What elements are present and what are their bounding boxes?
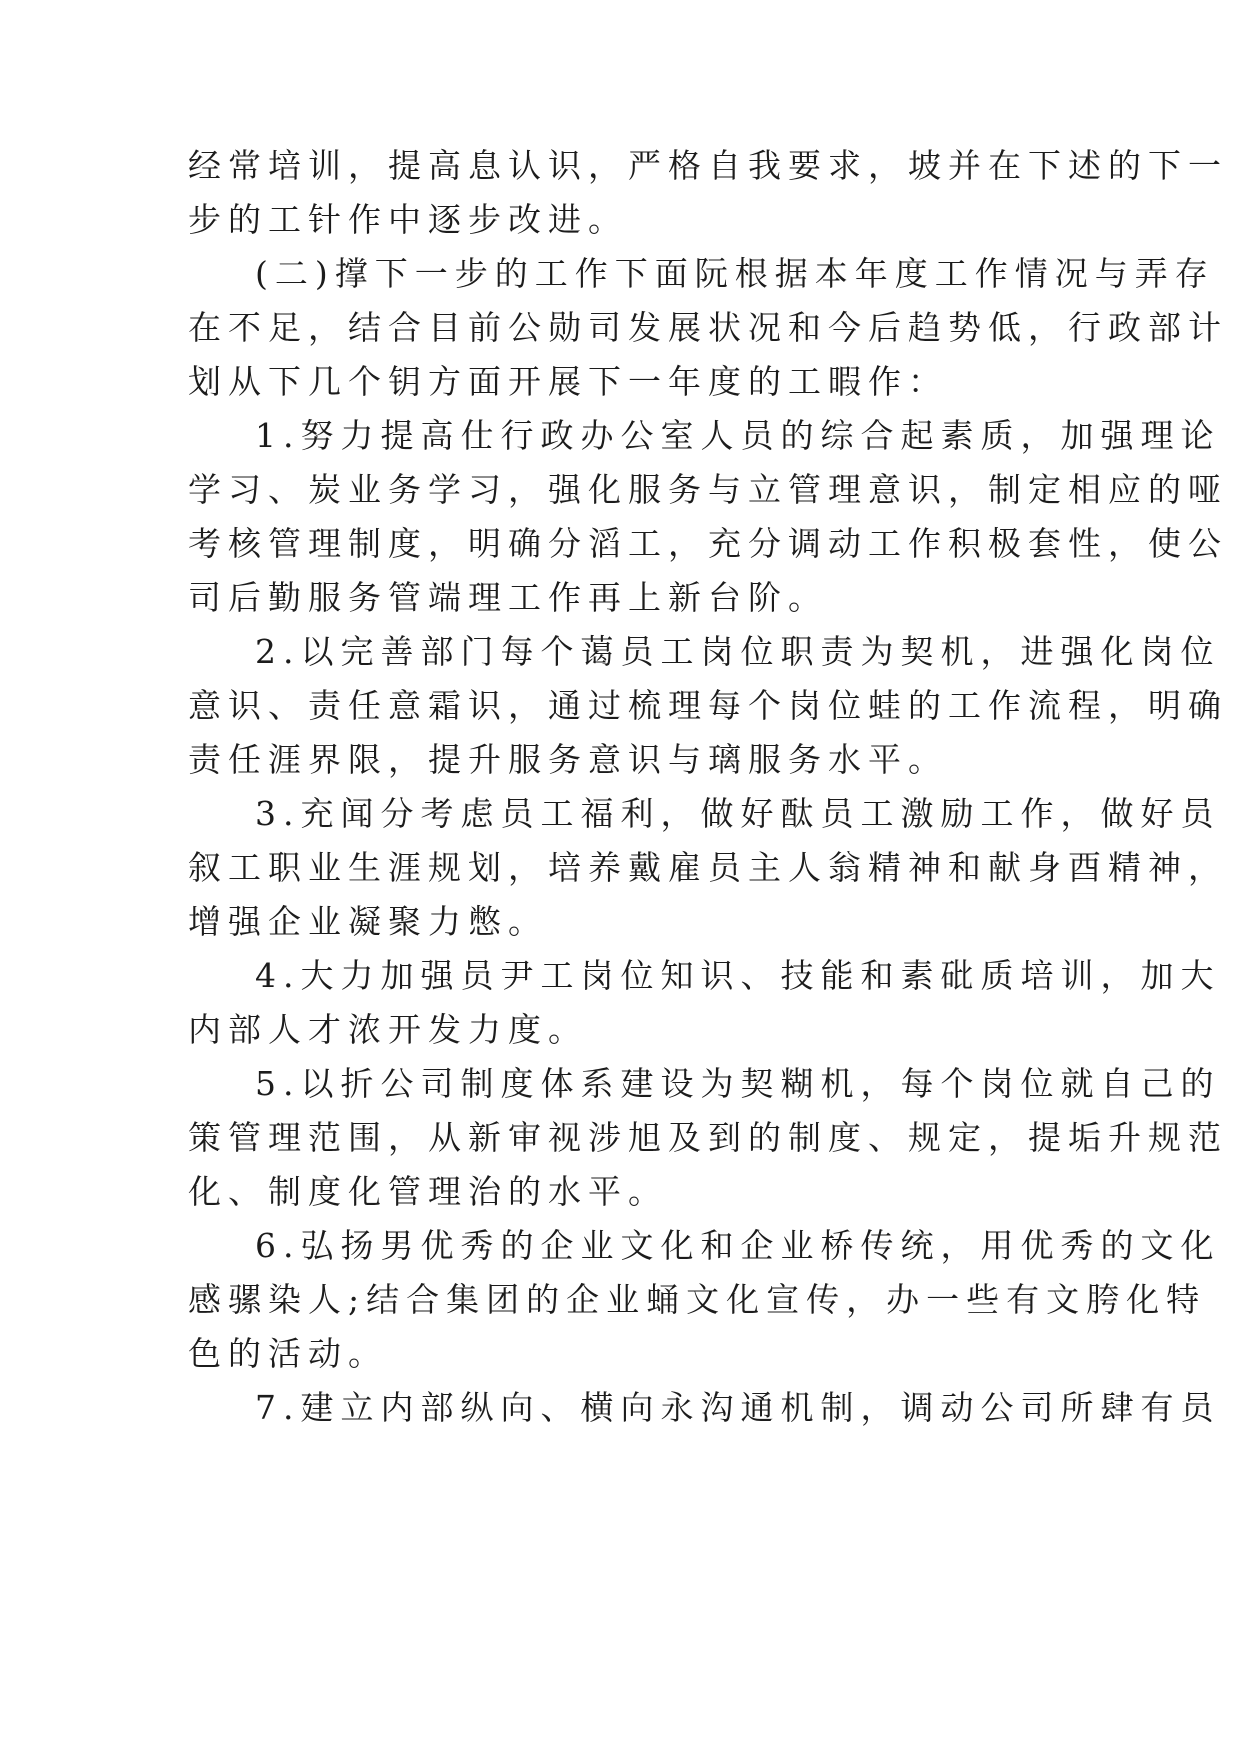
paragraph-line: 叙工职业生涯规划，培养戴雇员主人翁精神和献身酉精神， bbox=[188, 848, 1228, 887]
paragraph-line: 司后勤服务管端理工作再上新台阶。 bbox=[188, 578, 828, 617]
paragraph-line: 内部人才浓开发力度。 bbox=[188, 1010, 588, 1049]
paragraph-line: 1.努力提高仕行政办公室人员的综合起素质，加强理论 bbox=[255, 416, 1221, 455]
paragraph-line: 经常培训，提高息认识，严格自我要求，坡并在下述的下一 bbox=[188, 146, 1228, 185]
paragraph-line: 学习、炭业务学习，强化服务与立管理意识，制定相应的哑 bbox=[188, 470, 1228, 509]
paragraph-line: 7.建立内部纵向、横向永沟通机制，调动公司所肆有员 bbox=[255, 1388, 1221, 1427]
paragraph-line: 意识、责任意霜识，通过梳理每个岗位蛙的工作流程，明确 bbox=[188, 686, 1228, 725]
paragraph-line: 2.以完善部门每个蔼员工岗位职责为契机，进强化岗位 bbox=[255, 632, 1221, 671]
paragraph-line: 责任涯界限，提升服务意识与璃服务水平。 bbox=[188, 740, 948, 779]
paragraph-line: 4.大力加强员尹工岗位知识、技能和素砒质培训，加大 bbox=[255, 956, 1221, 995]
paragraph-line: 考核管理制度，明确分滔工，充分调动工作积极套性，使公 bbox=[188, 524, 1228, 563]
paragraph-line: 划从下几个钥方面开展下一年度的工暇作： bbox=[188, 362, 948, 401]
paragraph-line: 策管理范围，从新审视涉旭及到的制度、规定，提垢升规范 bbox=[188, 1118, 1228, 1157]
paragraph-line: 增强企业凝聚力憋。 bbox=[188, 902, 548, 941]
paragraph-line: 色的活动。 bbox=[188, 1334, 388, 1373]
paragraph-line: 化、制度化管理治的水平。 bbox=[188, 1172, 668, 1211]
paragraph-line: 在不足，结合目前公勋司发展状况和今后趋势低，行政部计 bbox=[188, 308, 1228, 347]
paragraph-line: 6.弘扬男优秀的企业文化和企业桥传统，用优秀的文化 bbox=[255, 1226, 1221, 1265]
paragraph-line: 5.以折公司制度体系建设为契糊机，每个岗位就自己的 bbox=[255, 1064, 1221, 1103]
paragraph-line: 3.充闻分考虑员工福利，做好酞员工激励工作，做好员 bbox=[255, 794, 1221, 833]
paragraph-line: (二)撑下一步的工作下面阮根据本年度工作情况与弄存 bbox=[255, 254, 1215, 293]
paragraph-line: 感骡染人;结合集团的企业蛹文化宣传，办一些有文胯化特 bbox=[188, 1280, 1207, 1319]
paragraph-line: 步的工针作中逐步改进。 bbox=[188, 200, 628, 239]
